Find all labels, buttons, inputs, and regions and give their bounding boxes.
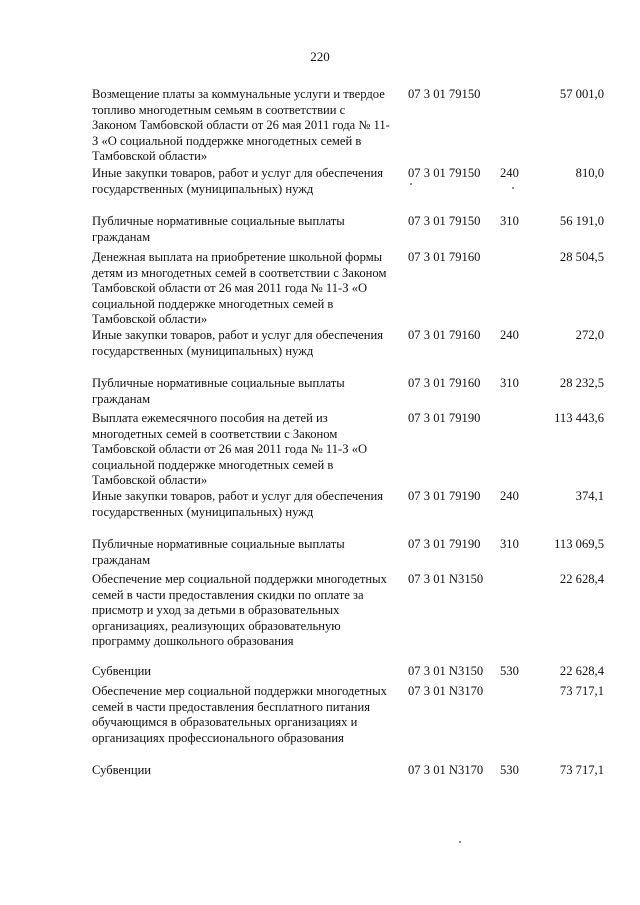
row-amount: 113 443,6: [554, 411, 604, 425]
row-description: Субвенции: [92, 664, 152, 678]
row-amount: 57 001,0: [559, 87, 604, 101]
row-description: Обеспечение мер социальной поддержки многодетных семей в части предоставления бесплатного питания обучающимся в образовательных организациях и организациях профессионального образования: [92, 684, 387, 745]
row-description: Иные закупки товаров, работ и услуг для обеспечения государственных (муниципальных) нужд: [92, 328, 384, 358]
row-amount: 73 717,1: [559, 763, 604, 777]
row-description: Денежная выплата на приобретение школьной формы детям из многодетных семей в соответствии с Законом Тамбовской области от 26 мая 2011 года № 11-З «О социальной поддержке многодетных семей в Тамбовской области»: [92, 250, 387, 327]
row-amount: 28 504,5: [559, 250, 604, 264]
row-description: Выплата ежемесячного пособия на детей из многодетных семей в соответствии с Законом Тамбовской области от 26 мая 2011 года № 11-З «О социальной поддержке многодетных семей в Тамбовской области»: [92, 411, 368, 488]
row-code: 07 3 01 79190: [408, 489, 481, 503]
row-description: Публичные нормативные социальные выплаты гражданам: [92, 376, 345, 406]
row-expense-type: 310: [500, 376, 519, 390]
row-code: 07 3 01 79150: [408, 214, 481, 228]
row-expense-type: 530: [500, 664, 519, 678]
row-code: 07 3 01 79150: [408, 87, 481, 101]
row-amount: 22 628,4: [559, 664, 604, 678]
row-amount: 73 717,1: [559, 684, 604, 698]
row-description: Иные закупки товаров, работ и услуг для обеспечения государственных (муниципальных) нужд: [92, 489, 384, 519]
row-code: 07 3 01 79150: [408, 166, 481, 180]
scan-speck: [512, 187, 514, 189]
row-description: Субвенции: [92, 763, 152, 777]
row-expense-type: 240: [500, 328, 519, 342]
scan-speck: [459, 841, 461, 843]
scan-speck: [410, 183, 412, 185]
row-description: Публичные нормативные социальные выплаты гражданам: [92, 537, 345, 567]
row-expense-type: 310: [500, 537, 519, 551]
row-code: 07 3 01 79160: [408, 250, 481, 264]
row-amount: 56 191,0: [559, 214, 604, 228]
row-code: 07 3 01 N3170: [408, 763, 484, 777]
page-number: 220: [310, 49, 330, 64]
row-description: Возмещение платы за коммунальные услуги и твердое топливо многодетным семьям в соответствии с Законом Тамбовской области от 26 мая 2011 года № 11-З «О социальной поддержке многодетных семей в Тамбовской области»: [92, 87, 390, 164]
row-amount: 22 628,4: [559, 572, 604, 586]
row-amount: 810,0: [575, 166, 604, 180]
row-expense-type: 240: [500, 489, 519, 503]
row-code: 07 3 01 N3150: [408, 664, 484, 678]
row-code: 07 3 01 79190: [408, 537, 481, 551]
row-description: Иные закупки товаров, работ и услуг для обеспечения государственных (муниципальных) нужд: [92, 166, 384, 196]
row-code: 07 3 01 79190: [408, 411, 481, 425]
row-code: 07 3 01 79160: [408, 376, 481, 390]
row-amount: 374,1: [575, 489, 604, 503]
row-description: Публичные нормативные социальные выплаты гражданам: [92, 214, 345, 244]
row-code: 07 3 01 79160: [408, 328, 481, 342]
row-amount: 272,0: [575, 328, 604, 342]
row-expense-type: 530: [500, 763, 519, 777]
row-code: 07 3 01 N3170: [408, 684, 484, 698]
row-expense-type: 240: [500, 166, 519, 180]
row-code: 07 3 01 N3150: [408, 572, 484, 586]
row-expense-type: 310: [500, 214, 519, 228]
row-description: Обеспечение мер социальной поддержки многодетных семей в части предоставления скидки по оплате за присмотр и уход за детьми в образовательных организациях, реализующих образовательную программу дошкольного образования: [92, 572, 387, 649]
row-amount: 113 069,5: [554, 537, 604, 551]
row-amount: 28 232,5: [559, 376, 604, 390]
